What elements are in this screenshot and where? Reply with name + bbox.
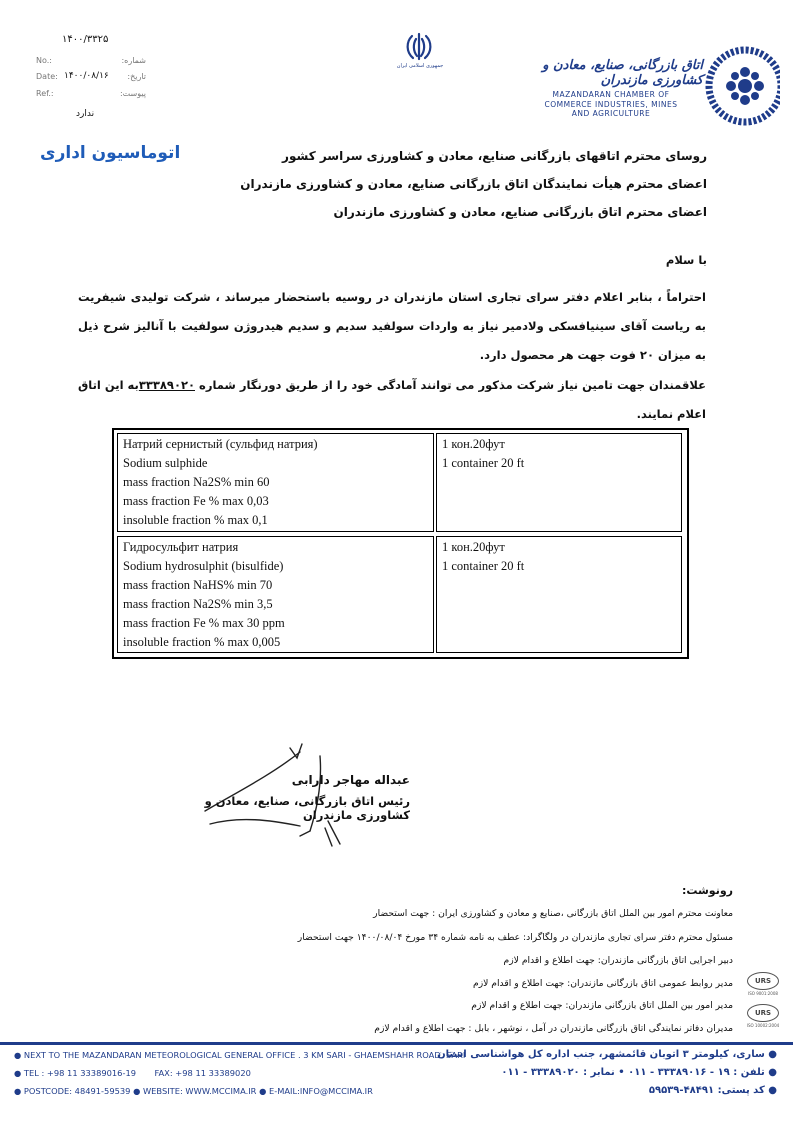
spec-line: mass fraction Fe % max 30 ppm (123, 616, 285, 630)
footer-fax: FAX: +98 11 33389020 (154, 1068, 251, 1078)
date-value: ۱۴۰۰/۰۸/۱۶ (64, 71, 109, 81)
ref-label-fa: پیوست: (119, 89, 146, 98)
cc-item: معاونت محترم امور بین الملل اتاق بازرگانی ،صنایع و معادن و کشاورزی ایران : جهت استحضار (373, 908, 733, 919)
chamber-name-en-line: COMMERCE INDUSTRIES, MINES (544, 99, 678, 109)
spec-line: mass fraction Fe % max 0,03 (123, 494, 269, 508)
quantity-line: 1 container 20 ft (442, 456, 525, 470)
spec-line: Гидросульфит натрия (123, 540, 239, 554)
footer-text: NEXT TO THE MAZANDARAN METEOROLOGICAL GENERAL OFFICE . 3 KM SARI - GHAEMSHAHR ROAD. SARI (23, 1050, 466, 1060)
iran-emblem-icon (402, 30, 436, 64)
letter-number-handwritten: ۱۴۰۰/۳۳۲۵ (62, 34, 109, 45)
number-label-fa: شماره: (121, 56, 146, 65)
chamber-name-en (526, 90, 696, 119)
emblem-caption: جمهوری اسلامی ایران (396, 63, 444, 69)
footer-website[interactable]: WEBSITE: WWW.MCCIMA.IR (142, 1086, 257, 1096)
date-label-en: Date: (36, 72, 58, 81)
date-label-fa: تاریخ: (127, 72, 146, 81)
footer-address-en (14, 1050, 465, 1060)
bullet-icon: ● (764, 1085, 777, 1096)
table-cell-quantity (436, 536, 682, 653)
chamber-logo-icon (700, 40, 780, 132)
cert-caption: ISO 10002:2004 (746, 1023, 780, 1028)
cc-item: دبیر اجرایی اتاق بازرگانی مازندران: جهت اطلاع و اقدام لازم (503, 955, 733, 966)
number-label-en: No.: (36, 56, 52, 65)
spec-line: Натрий сернистый (сульфид натрия) (123, 437, 318, 451)
bullet-icon: ● (764, 1049, 777, 1060)
cc-item: مدیران دفاتر نمایندگی اتاق بازرگانی مازندران در آمل ، نوشهر ، بابل : جهت اطلاع و اقدام لازم (374, 1023, 733, 1034)
spec-line: insoluble fraction % max 0,1 (123, 513, 268, 527)
addressee-line: روسای محترم اتاقهای بازرگانی صنایع، معادن و کشاورزی سراسر کشور (282, 149, 707, 163)
bullet-icon: ● (14, 1068, 24, 1078)
footer-postcode-fa (649, 1085, 777, 1096)
bullet-icon: ● (14, 1086, 24, 1096)
footer-text: کد پستی: ۴۸۴۹۱-۵۹۵۳۹ (648, 1085, 765, 1096)
paragraph-text: علاقمندان جهت تامین نیاز شرکت مذکور می توانند آمادگی خود را از طریق دورنگار شماره (195, 378, 706, 392)
chamber-name-fa: اتاق بازرگانی، صنایع، معادن و کشاورزی مازندران (542, 58, 703, 88)
quantity-line: 1 кон.20фут (442, 540, 505, 554)
footer-email[interactable]: E-MAIL:INFO@MCCIMA.IR (268, 1086, 373, 1096)
greeting: با سلام (665, 253, 707, 267)
cc-item: مسئول محترم دفتر سرای تجاری مازندران در ولگاگراد: عطف به نامه شماره ۳۴ مورخ ۱۴۰۰/۰۸/۰۴ جهت استحضار (297, 932, 733, 943)
table-cell-quantity (436, 433, 682, 532)
attachment-value: ندارد (76, 109, 95, 119)
addressee-line: اعضای محترم هیأت نمایندگان اتاق بازرگانی صنایع، معادن و کشاورزی مازندران (240, 177, 707, 191)
paragraph-text: به این اتاق اعلام نمایند. (78, 378, 706, 421)
quantity-line: 1 container 20 ft (442, 559, 525, 573)
table-cell-spec (117, 536, 434, 653)
fax-number: ۳۳۳۸۹۰۲۰ (138, 378, 195, 392)
ref-label-en: Ref.: (36, 89, 54, 98)
cc-item: مدیر روابط عمومی اتاق بازرگانی مازندران: جهت اطلاع و اقدام لازم (473, 978, 733, 989)
cert-mark: URS (747, 1004, 779, 1022)
spec-line: mass fraction Na2S% min 3,5 (123, 597, 273, 611)
cc-heading: رونوشت: (681, 884, 733, 897)
bullet-icon: ● (14, 1050, 24, 1060)
signer-name: عبداله مهاجر دارابی (291, 773, 410, 787)
footer-contact-en (14, 1068, 251, 1078)
footer-web-en: ● POSTCODE: 48491-59539 ● WEBSITE: WWW.MCCIMA.IR ● E-MAIL:INFO@MCCIMA.IR (14, 1086, 373, 1096)
spec-line: Sodium hydrosulphit (bisulfide) (123, 559, 284, 573)
spec-line: mass fraction NaHS% min 70 (123, 578, 273, 592)
body-paragraph: احتراماً ، بنابر اعلام دفتر سرای تجاری استان مازندران در روسیه باستحضار میرساند ، شرکت تولیدی شیفریت به ریاست آقای سینیافسکی ولادمیر نیاز به واردات سولفید سدیم و سدیم هیدروژن سولفیت با آنالیز شرح ذیل به میزان ۲۰ فوت جهت هر محصول دارد. (78, 290, 706, 362)
department-stamp: اتوماسیون اداری (40, 143, 181, 163)
chamber-name-en-line: MAZANDARAN CHAMBER OF (552, 90, 670, 99)
cert-caption: ISO 9001:2008 (748, 991, 778, 996)
spec-line: insoluble fraction % max 0,005 (123, 635, 281, 649)
cc-item: مدیر امور بین الملل اتاق بازرگانی مازندران: جهت اطلاع و اقدام لازم (471, 1000, 733, 1011)
spec-line: Sodium sulphide (123, 456, 208, 470)
spec-line: mass fraction Na2S% min 60 (123, 475, 270, 489)
footer-divider (0, 1042, 793, 1045)
quantity-line: 1 кон.20фут (442, 437, 505, 451)
footer-contact-fa (501, 1067, 777, 1078)
footer-text: ساری، کیلومتر ۳ اتوبان قائمشهر، جنب اداره کل هواشناسی استان (437, 1049, 765, 1060)
body-paragraph (78, 371, 706, 429)
footer-postcode: POSTCODE: 48491-59539 (23, 1086, 131, 1096)
bullet-icon: ● (764, 1067, 777, 1078)
footer-text: تلفن : ۱۹ - ۳۳۳۸۹۰۱۶ - ۰۱۱ • نمابر : ۳۳۳۸۹۰۲۰ - ۰۱۱ (501, 1067, 765, 1078)
chamber-name-en-line: AND AGRICULTURE (571, 109, 651, 118)
footer-tel: TEL : +98 11 33389016-19 (23, 1068, 137, 1078)
iso-cert-badge (746, 972, 780, 996)
footer-address-fa (437, 1049, 777, 1060)
table-cell-spec (117, 433, 434, 532)
addressee-line: اعضای محترم اتاق بازرگانی صنایع، معادن و کشاورزی مازندران (333, 205, 707, 219)
product-spec-table (112, 428, 689, 659)
signer-title: رئیس اتاق بازرگانی، صنایع، معادن و کشاورزی مازندران (204, 794, 410, 822)
iso-cert-badge (746, 1004, 780, 1028)
cert-mark: URS (747, 972, 779, 990)
